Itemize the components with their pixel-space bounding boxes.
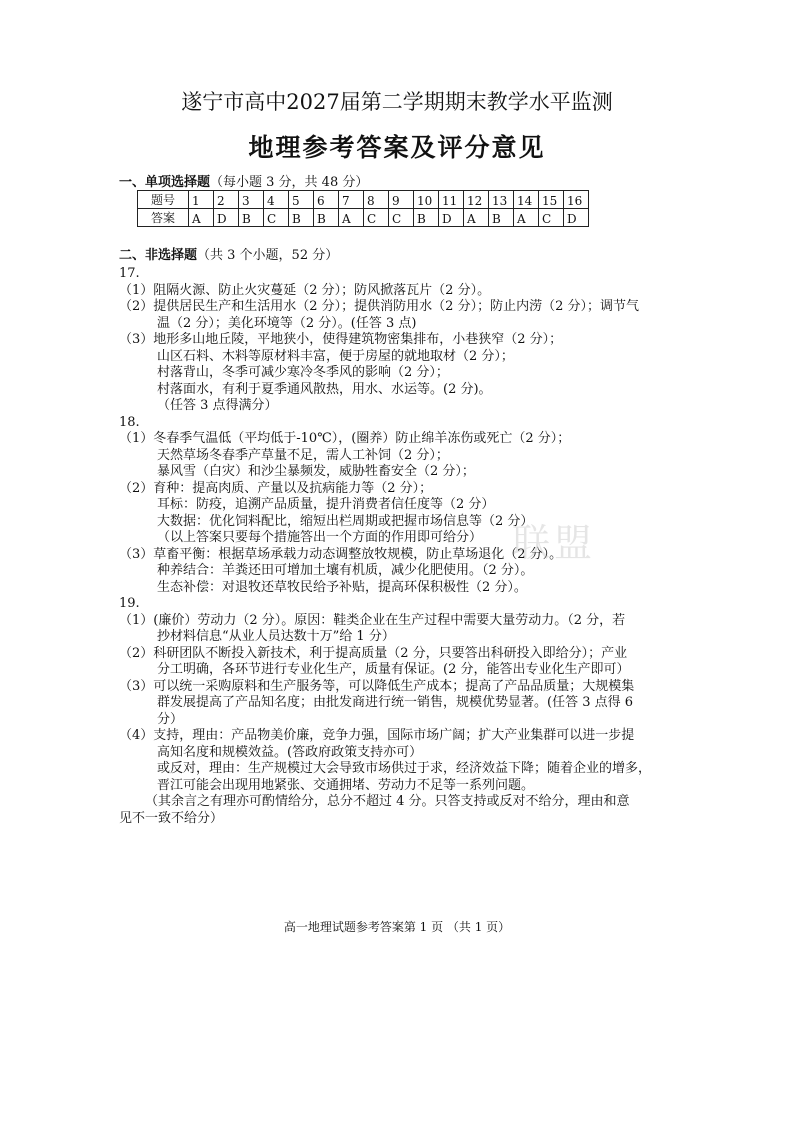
answer-line: （其余言之有理亦可酌情给分，总分不超过 4 分。只答支持或反对不给分，理由和意 [145, 794, 630, 809]
answer-line: （2）提供居民生产和生活用水（2 分）；提供消防用水（2 分）；防止内涝（2 分）；调节气 [119, 299, 639, 314]
document-title: 遂宁市高中2027届第二学期期末教学水平监测 [181, 90, 613, 114]
answer-line: （1）冬春季气温低（平均低于-10℃），(圈养）防止绵羊冻伤或死亡（2 分）； [119, 431, 571, 446]
answer-cell: D [439, 209, 464, 227]
answer-cell: B [489, 209, 514, 227]
answer-cell: A [189, 209, 214, 227]
answer-cell: A [339, 209, 364, 227]
question-number-cell: 14 [514, 191, 539, 209]
answer-line: 晋江可能会出现用地紧张、交通拥堵、劳动力不足等一系列问题。 [157, 777, 535, 793]
answer-line: 天然草场冬春季产草量不足，需人工补饲（2 分）； [157, 447, 449, 463]
answer-line: （4）支持，理由：产品物美价廉，竞争力强，国际市场广阔；扩大产业集群可以进一步提 [119, 728, 635, 743]
answer-line: 19. [119, 596, 140, 611]
answer-cell: D [214, 209, 239, 227]
section2-header [119, 244, 338, 263]
answer-cell: A [514, 209, 539, 227]
answer-line: 分） [157, 711, 184, 727]
question-number-cell: 1 [189, 191, 214, 209]
answer-cell: C [264, 209, 289, 227]
page-footer: 高一地理试题参考答案第 1 页 （共 1 页） [283, 920, 511, 934]
answer-line: （任答 3 点得满分） [157, 398, 278, 413]
answer-line: 温（2 分）；美化环境等（2 分）。(任答 3 点) [157, 315, 417, 331]
answer-cell: C [364, 209, 389, 227]
answer-line: 种养结合：羊粪还田可增加土壤有机质，减少化肥使用。（2 分）。 [157, 563, 534, 578]
answer-cell: B [239, 209, 264, 227]
answer-cell: C [389, 209, 414, 227]
answer-table-number-label: 题号 [138, 191, 189, 209]
answer-line: 山区石料、木料等原材料丰富，便于房屋的就地取材（2 分）； [157, 348, 514, 364]
answer-line: （3）可以统一采购原料和生产服务等，可以降低生产成本；提高了产品品质量；大规模集 [119, 678, 635, 694]
answer-line: （3）草畜平衡：根据草场承载力动态调整放牧规模，防止草场退化（2 分）。 [119, 546, 563, 562]
answer-line: （2）科研团队不断投入新技术，利于提高质量（2 分，只要答出科研投入即给分）；产业 [119, 645, 628, 661]
question-number-cell: 9 [389, 191, 414, 209]
question-number-cell: 10 [414, 191, 439, 209]
answer-cell: B [289, 209, 314, 227]
answer-line: 17. [119, 266, 140, 281]
section1-heading: 一、单项选择题 [119, 175, 211, 190]
answer-line: 耳标：防疫，追溯产品质量，提升消费者信任度等（2 分） [157, 497, 495, 512]
answer-cell: A [464, 209, 489, 227]
answer-table [137, 190, 589, 227]
question-number-cell: 5 [289, 191, 314, 209]
question-number-cell: 12 [464, 191, 489, 209]
answer-cell: C [539, 209, 564, 227]
answer-cell: D [564, 209, 589, 227]
section2-note: （共 3 个小题，52 分） [197, 248, 339, 263]
answer-line: 生态补偿：对退牧还草牧民给予补贴，提高环保积极性（2 分）。 [157, 579, 527, 595]
answer-line: （2）育种：提高肉质、产量以及抗病能力等（2 分）； [119, 480, 433, 496]
answer-line: 高知名度和规模效益。(答政府政策支持亦可） [157, 744, 423, 760]
question-number-cell: 11 [439, 191, 464, 209]
question-number-cell: 2 [214, 191, 239, 209]
answer-line: 群发展提高了产品知名度；由批发商进行统一销售，规模优势显著。(任答 3 点得 6 [157, 695, 634, 710]
question-number-cell: 6 [314, 191, 339, 209]
section2-heading: 二、非选择题 [119, 248, 198, 263]
question-number-cell: 16 [564, 191, 589, 209]
answer-line: 分工明确，各环节进行专业化生产，质量有保证。(2 分，能答出专业化生产即可） [157, 662, 630, 677]
answer-line: 暴风雪（白灾）和沙尘暴频发，威胁牲畜安全（2 分）； [157, 464, 475, 479]
section1-header [119, 171, 368, 190]
watermark: 联盟 [512, 521, 597, 565]
document-subtitle: 地理参考答案及评分意见 [248, 133, 546, 162]
answer-line: 村落背山，冬季可减少寒冷冬季风的影响（2 分）； [157, 365, 449, 380]
answer-line: （1）(廉价）劳动力（2 分）。原因：鞋类企业在生产过程中需要大量劳动力。（2 分，若 [119, 612, 626, 628]
answer-line: 村落面水，有利于夏季通风散热，用水、水运等。(2 分)。 [157, 381, 492, 397]
answer-line: 见不一致不给分） [119, 810, 224, 826]
answer-table-answer-row [138, 209, 589, 227]
question-number-cell: 8 [364, 191, 389, 209]
answer-line: 大数据：优化饲料配比，缩短出栏周期或把握市场信息等（2 分） [157, 513, 534, 529]
answer-table-number-row [138, 191, 589, 209]
answer-cell: B [314, 209, 339, 227]
answer-line: （以上答案只要每个措施答出一个方面的作用即可给分） [157, 530, 483, 545]
question-number-cell: 4 [264, 191, 289, 209]
answer-line: 抄材料信息“从业人员达数十万”给 1 分） [157, 629, 395, 644]
answer-line: 18. [119, 414, 140, 430]
answer-line: （1）阻隔火源、防止火灾蔓延（2 分）；防风掀落瓦片（2 分）。 [119, 282, 491, 298]
question-number-cell: 3 [239, 191, 264, 209]
answer-cell: B [414, 209, 439, 227]
section1-note: （每小题 3 分，共 48 分） [210, 175, 369, 190]
answer-table-answer-label: 答案 [138, 209, 189, 227]
question-number-cell: 15 [539, 191, 564, 209]
question-number-cell: 7 [339, 191, 364, 209]
question-number-cell: 13 [489, 191, 514, 209]
answer-line: 或反对，理由：生产规模过大会导致市场供过于求，经济效益下降；随着企业的增多， [157, 761, 652, 776]
answer-line: （3）地形多山地丘陵，平地狭小，使得建筑物密集排布，小巷狭窄（2 分）； [119, 332, 563, 347]
